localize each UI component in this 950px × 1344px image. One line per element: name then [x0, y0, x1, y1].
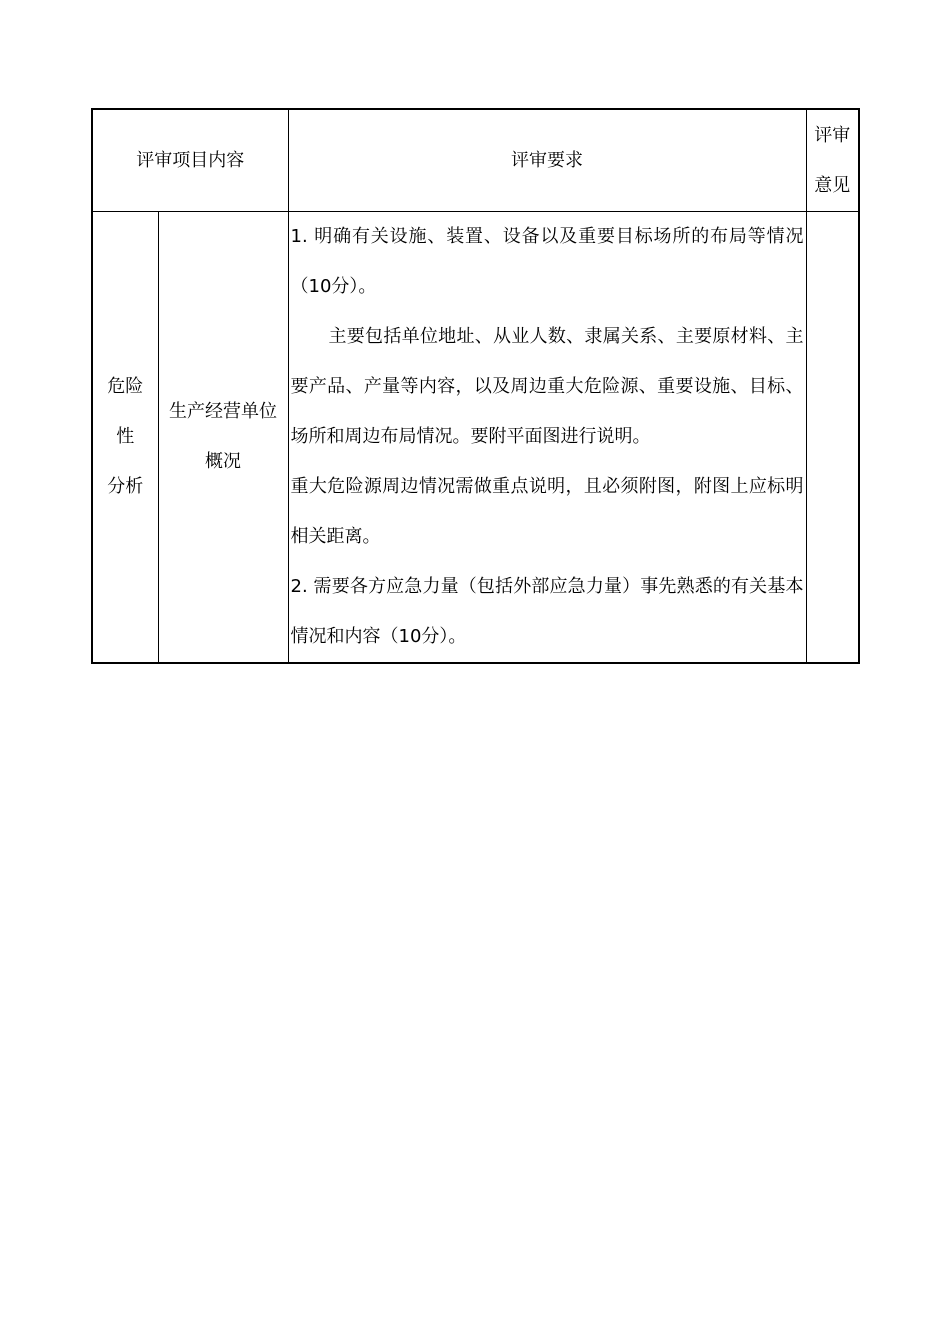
requirement-paragraph: 重大危险源周边情况需做重点说明，且必须附图，附图上应标明相关距离。: [290, 476, 804, 547]
header-requirements: 评审要求: [288, 109, 806, 212]
requirement-paragraph: 主要包括单位地址、从业人数、隶属关系、主要原材料、主要产品、产量等内容，以及周边重大危险源、重要设施、目标、场所和周边布局情况。要附平面图进行说明。: [290, 326, 804, 447]
subcategory-cell: [158, 212, 288, 664]
category-line: 性: [116, 426, 135, 447]
header-row: [92, 109, 859, 212]
opinion-cell[interactable]: [806, 212, 859, 664]
subcategory-line: 概况: [205, 451, 241, 472]
header-opinion-line2: 意见: [814, 174, 851, 196]
header-opinion: [806, 109, 859, 212]
table-row: [92, 212, 859, 664]
requirement-paragraph: 2. 需要各方应急力量（包括外部应急力量）事先熟悉的有关基本情况和内容（10分）。: [290, 576, 804, 647]
requirements-cell: [288, 212, 806, 664]
header-opinion-line1: 评审: [814, 124, 851, 146]
review-table: [91, 108, 860, 664]
category-line: 分析: [107, 476, 144, 497]
category-line: 危险: [107, 376, 144, 397]
header-item-content: 评审项目内容: [92, 109, 288, 212]
category-cell: [92, 212, 158, 664]
requirement-paragraph: 1. 明确有关设施、装置、设备以及重要目标场所的布局等情况（10分）。: [290, 226, 804, 297]
subcategory-line: 生产经营单位: [169, 401, 277, 422]
